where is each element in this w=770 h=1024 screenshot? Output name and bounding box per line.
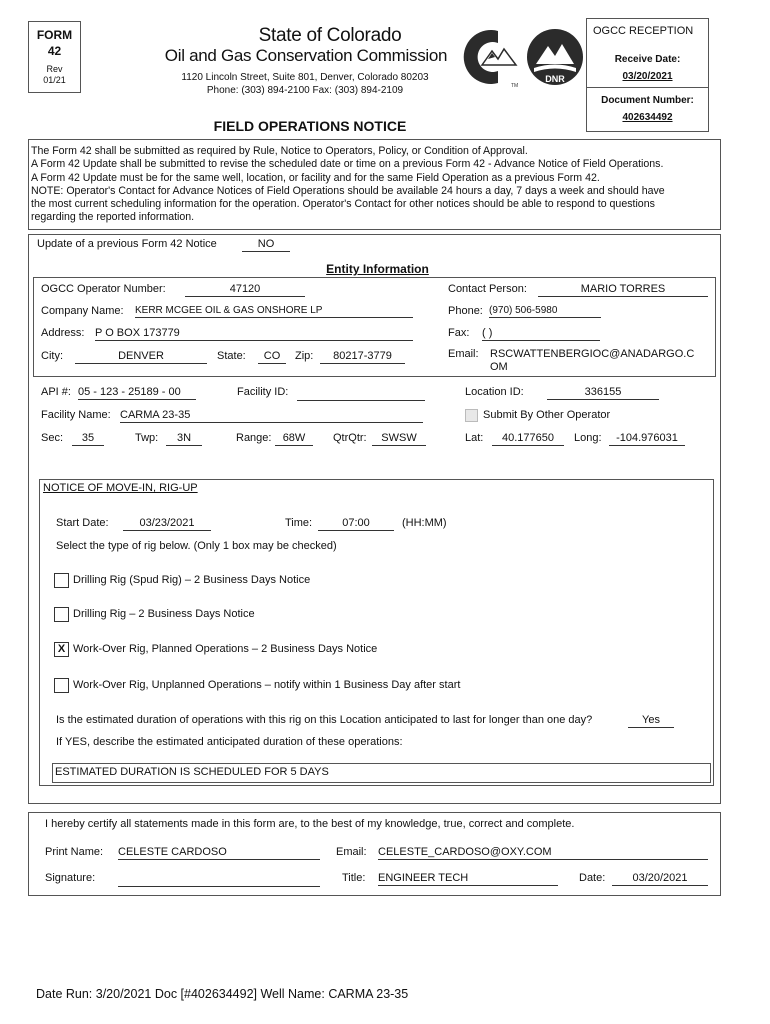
duration-answer[interactable]: Yes: [628, 714, 674, 728]
address-label: Address:: [41, 327, 85, 339]
company-name-label: Company Name:: [41, 305, 124, 317]
phone-label: Phone:: [448, 305, 483, 317]
describe-duration-label: If YES, describe the estimated anticipated duration of these operations:: [56, 736, 403, 748]
operator-number-label: OGCC Operator Number:: [41, 283, 166, 295]
sec-label: Sec:: [41, 432, 64, 444]
cert-email-label: Email:: [336, 846, 367, 858]
duration-question: Is the estimated duration of operations with this rig on this Location anticipated to last for longer than one day?: [56, 714, 593, 726]
cert-date-label: Date:: [579, 872, 606, 884]
time-label: Time:: [285, 517, 313, 529]
lat-label: Lat:: [465, 432, 484, 444]
signature-label: Signature:: [45, 872, 96, 884]
update-value[interactable]: NO: [242, 238, 290, 252]
ogcc-reception-box: [586, 18, 709, 132]
city-value[interactable]: DENVER: [75, 350, 207, 364]
rig-select-instruction: Select the type of rig below. (Only 1 box may be checked): [56, 540, 337, 552]
long-label: Long:: [574, 432, 602, 444]
start-date-label: Start Date:: [56, 517, 109, 529]
receive-date-label: Receive Date:: [614, 54, 681, 65]
intro-text: [31, 145, 718, 225]
print-name-label: Print Name:: [45, 846, 104, 858]
intro-line: regarding the reported information.: [31, 211, 195, 224]
drilling-rig-label: Drilling Rig – 2 Business Days Notice: [73, 608, 255, 620]
api-label: API #:: [41, 386, 71, 398]
cert-date-value[interactable]: 03/20/2021: [612, 872, 708, 886]
rev-value: 01/21: [43, 75, 66, 85]
cert-title-value[interactable]: ENGINEER TECH: [378, 872, 558, 886]
start-date-value[interactable]: 03/23/2021: [123, 517, 211, 531]
time-value[interactable]: 07:00: [318, 517, 394, 531]
commission-address: 1120 Lincoln Street, Suite 801, Denver, Colorado 80203: [181, 72, 429, 83]
fax-label: Fax:: [448, 327, 470, 339]
intro-line: the most current scheduling information for the operation. Operator's Contact for other notices should be able to respond to questions: [31, 198, 655, 211]
qtrqtr-value[interactable]: SWSW: [372, 432, 426, 446]
commission-title: Oil and Gas Conservation Commission: [164, 46, 448, 65]
qtrqtr-label: QtrQtr:: [333, 432, 367, 444]
notice-title: NOTICE OF MOVE-IN, RIG-UP: [43, 482, 198, 494]
state-title: State of Colorado: [258, 25, 402, 46]
entity-title: Entity Information: [326, 262, 429, 276]
operator-number-value[interactable]: 47120: [185, 283, 305, 297]
drilling-spud-rig-label: Drilling Rig (Spud Rig) – 2 Business Days Notice: [73, 574, 311, 586]
facility-id-label: Facility ID:: [237, 386, 289, 398]
email-value-line1[interactable]: RSCWATTENBERGIOC@ANADARGO.C: [490, 348, 695, 360]
commission-phone: Phone: (303) 894-2100 Fax: (303) 894-2109: [206, 85, 404, 96]
footer-text: Date Run: 3/20/2021 Doc [#402634492] Well Name: CARMA 23-35: [36, 987, 409, 1001]
form-number-box: [28, 21, 81, 93]
intro-line: A Form 42 Update shall be submitted to revise the scheduled date or time on a previous Form 42 - Advance Notice of Field Operations.: [31, 158, 664, 171]
submit-other-operator-checkbox[interactable]: [465, 409, 478, 422]
duration-description: ESTIMATED DURATION IS SCHEDULED FOR 5 DAYS: [55, 766, 329, 778]
svg-text:DNR: DNR: [545, 74, 565, 84]
intro-line: The Form 42 shall be submitted as required by Rule, Notice to Operators, Policy, or Condition of Approval.: [31, 145, 528, 157]
state-label: State:: [217, 350, 246, 362]
time-format-hint: (HH:MM): [402, 517, 447, 529]
facility-name-label: Facility Name:: [41, 409, 111, 421]
cert-title-label: Title:: [342, 872, 366, 884]
document-number-label: Document Number:: [601, 95, 694, 106]
address-value[interactable]: P O BOX 173779: [95, 327, 413, 341]
form-title: FIELD OPERATIONS NOTICE: [213, 118, 407, 134]
workover-planned-label: Work-Over Rig, Planned Operations – 2 Business Days Notice: [73, 643, 378, 655]
signature-value[interactable]: [118, 872, 320, 887]
lat-value[interactable]: 40.177650: [492, 432, 564, 446]
range-label: Range:: [236, 432, 272, 444]
long-value[interactable]: -104.976031: [609, 432, 685, 446]
intro-line: NOTE: Operator's Contact for Advance Notices of Field Operations should be available 24 hours a day, 7 days a week and should have: [31, 184, 665, 197]
range-value[interactable]: 68W: [275, 432, 313, 446]
workover-unplanned-label: Work-Over Rig, Unplanned Operations – notify within 1 Business Day after start: [73, 679, 461, 691]
form-number: 42: [47, 44, 62, 58]
contact-person-value[interactable]: MARIO TORRES: [538, 283, 708, 297]
submit-other-operator-label: Submit By Other Operator: [483, 409, 611, 421]
colorado-logo-icon: [458, 25, 524, 89]
duration-description-box[interactable]: [52, 763, 711, 783]
email-value-line2[interactable]: OM: [490, 361, 508, 373]
workover-planned-checkbox[interactable]: X: [54, 642, 69, 657]
twp-label: Twp:: [135, 432, 159, 444]
reception-title: OGCC RECEPTION: [593, 25, 694, 37]
rev-label: Rev: [46, 64, 63, 74]
fax-value[interactable]: ( ): [482, 327, 600, 341]
dnr-logo-icon: [526, 28, 584, 86]
api-value[interactable]: 05 - 123 - 25189 - 00: [78, 386, 196, 400]
email-label: Email:: [448, 348, 479, 360]
intro-line: A Form 42 Update must be for the same well, location, or facility and for the same Field Operation as a previous Form 42.: [31, 171, 600, 184]
svg-text:TM: TM: [511, 83, 519, 89]
cert-email-value[interactable]: CELESTE_CARDOSO@OXY.COM: [378, 846, 708, 860]
phone-value[interactable]: (970) 506-5980: [489, 305, 601, 318]
certification-statement: I hereby certify all statements made in this form are, to the best of my knowledge, true, correct and complete.: [45, 818, 575, 830]
drilling-spud-rig-checkbox[interactable]: [54, 573, 69, 588]
drilling-rig-checkbox[interactable]: [54, 607, 69, 622]
print-name-value[interactable]: CELESTE CARDOSO: [118, 846, 320, 860]
twp-value[interactable]: 3N: [166, 432, 202, 446]
intro-box: [28, 139, 721, 230]
form-label: FORM: [36, 28, 73, 42]
workover-unplanned-checkbox[interactable]: [54, 678, 69, 693]
update-label: Update of a previous Form 42 Notice: [37, 238, 217, 250]
document-number: 402634492: [622, 112, 673, 123]
location-id-value[interactable]: 336155: [547, 386, 659, 400]
city-label: City:: [41, 350, 63, 362]
zip-value[interactable]: 80217-3779: [320, 350, 405, 364]
facility-id-value[interactable]: [297, 386, 425, 401]
location-id-label: Location ID:: [465, 386, 524, 398]
sec-value[interactable]: 35: [72, 432, 104, 446]
company-name-value[interactable]: KERR MCGEE OIL & GAS ONSHORE LP: [135, 305, 413, 318]
zip-label: Zip:: [295, 350, 314, 362]
state-value[interactable]: CO: [258, 350, 286, 364]
receive-date: 03/20/2021: [622, 71, 673, 82]
contact-person-label: Contact Person:: [448, 283, 527, 295]
facility-name-value[interactable]: CARMA 23-35: [120, 409, 423, 423]
